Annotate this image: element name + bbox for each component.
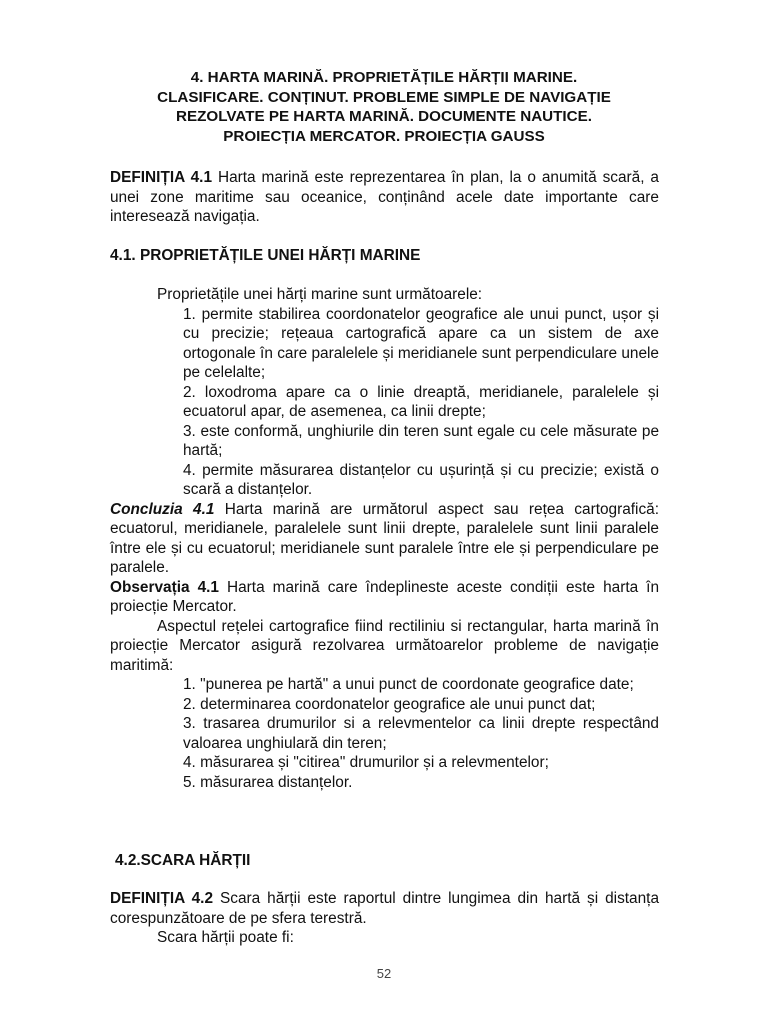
scale-intro: Scara hărții poate fi: xyxy=(157,929,294,946)
conclusion-paragraph xyxy=(110,500,659,578)
property-item: 1. permite stabilirea coordonatelor geografice ale unui punct, ușor și cu precizie; rețeaua cartografică apare ca un sistem de axe ortogonale în care paralelele și meridianele sunt perpendiculare unele pe celelalte; xyxy=(183,305,659,381)
conclusion-label: Concluzia 4.1 xyxy=(110,500,215,518)
observation-paragraph xyxy=(110,578,659,617)
title-line: REZOLVATE PE HARTA MARINĂ. DOCUMENTE NAUTICE. xyxy=(176,108,592,126)
title-line: CLASIFICARE. CONȚINUT. PROBLEME SIMPLE DE NAVIGAȚIE xyxy=(157,88,611,106)
definition-label: DEFINIȚIA 4.2 xyxy=(110,890,214,907)
section-heading-4-2: 4.2.SCARA HĂRȚII xyxy=(115,852,251,869)
property-item: 3. este conformă, unghiurile din teren sunt egale cu cele măsurate pe hartă; xyxy=(183,422,659,459)
definition-4-2 xyxy=(110,889,659,948)
definition-label: DEFINIȚIA 4.1 xyxy=(110,169,213,186)
problem-item: 5. măsurarea distanțelor. xyxy=(183,773,353,791)
title-line: PROIECȚIA MERCATOR. PROIECȚIA GAUSS xyxy=(223,127,545,145)
properties-intro: Proprietățile unei hărți marine sunt următoarele: xyxy=(157,286,483,303)
title-line: 4. HARTA MARINĂ. PROPRIETĂȚILE HĂRȚII MARINE. xyxy=(190,69,578,86)
problem-item: 2. determinarea coordonatelor geografice ale unui punct dat; xyxy=(183,695,596,713)
definition-4-1 xyxy=(110,168,659,227)
property-item: 4. permite măsurarea distanțelor cu ușurință și cu precizie; există o scară a distanțelor. xyxy=(183,461,659,498)
property-item: 2. loxodroma apare ca o linie dreaptă, meridianele, paralelele și ecuatorul apar, de asemenea, ca linii drepte; xyxy=(183,383,659,420)
page-number: 52 xyxy=(376,966,392,981)
definition-text: Harta marină este reprezentarea în plan, la o anumită scară, a unei zone maritime sau oceanice, conținând acele date importante care interesează navigația. xyxy=(110,169,659,225)
definition-text: Scara hărții este raportul dintre lungimea din hartă și distanța corespunzătoare de pe sfera terestră. xyxy=(110,890,659,927)
problem-item: 4. măsurarea și "citirea" drumurilor și a relevmentelor; xyxy=(183,754,549,771)
observation-text: Harta marină care îndeplineste aceste condiții este harta în proiecție Mercator. xyxy=(110,578,659,615)
section-heading-4-1: 4.1. PROPRIETĂȚILE UNEI HĂRȚI MARINE xyxy=(110,247,421,264)
problem-item: 3. trasarea drumurilor si a relevmentelor ca linii drepte respectând valoarea unghiulară din teren; xyxy=(183,715,659,752)
chapter-title xyxy=(100,68,668,146)
observation-label: Observația 4.1 xyxy=(110,578,219,596)
conclusion-text: Harta marină are următorul aspect sau rețea cartografică: ecuatorul, meridianele, paralelele sunt linii drepte, paralelele sunt linii paralele între ele și cu ecuatorul; meridianele sunt paralele între ele și perpendiculare pe paralele. xyxy=(110,500,659,576)
section-4-1-body xyxy=(110,285,659,792)
problem-item: 1. "punerea pe hartă" a unui punct de coordonate geografice date; xyxy=(183,676,634,693)
aspect-paragraph: Aspectul rețelei cartografice fiind rectiliniu si rectangular, harta marină în proiecție Mercator asigură rezolvarea următoarelor probleme de navigație maritimă: xyxy=(110,617,659,674)
